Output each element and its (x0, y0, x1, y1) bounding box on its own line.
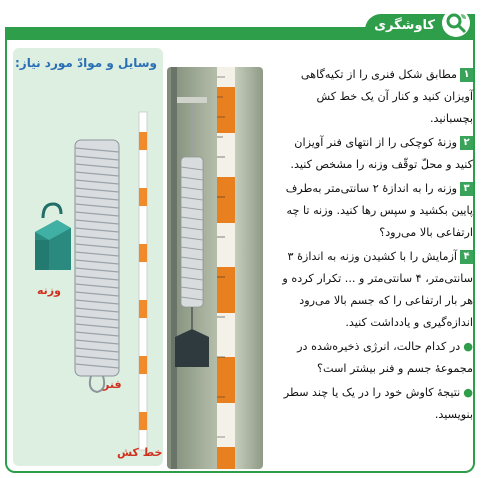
step-text: مطابق شکل فنری را از تکیه‌گاهی آویزان کنید و کنار آن یک خط کش بچسبانید. (300, 68, 473, 125)
step-text: آزمایش را با کشیدن وزنه به اندازهٔ ۳ سانتی‌متر، ۴ سانتی‌متر و ... تکرار کرده و هر بار ارتفاعی را که جسم بالا می‌رود اندازه‌گیری و یادداشت کنید. (282, 250, 473, 329)
activity-card (5, 4, 475, 474)
step-number: ۳ (460, 182, 473, 196)
bullet-icon: ● (463, 340, 473, 353)
step-text: وزنه را به اندازهٔ ۲ سانتی‌متر به‌طرف پایین بکشید و سپس رها کنید. وزنه تا چه ارتفاعی بالا می‌رود؟ (285, 182, 473, 239)
step-number: ۲ (460, 136, 473, 150)
header-title: کاوشگری (374, 18, 435, 33)
question-text: نتیجهٔ کاوش خود را در یک یا چند سطر بنویسید. (283, 386, 473, 421)
step-text: وزنهٔ کوچکی را از انتهای فنر آویزان کنید و محلّ توقّف وزنه را مشخص کنید. (290, 136, 473, 171)
materials-title: وسایل و موادّ مورد نیاز: (14, 56, 157, 70)
ruler-label: خط کش (117, 446, 163, 459)
header-tab (365, 14, 475, 40)
question-text: در کدام حالت، انرژی ذخیره‌شده در مجموعهٔ جسم و فنر بیشتر است؟ (297, 340, 473, 375)
spring-icon (75, 140, 119, 392)
question-1 (273, 336, 473, 380)
magnifier-leaf-icon (441, 8, 471, 38)
spring-label: فنر (103, 378, 122, 391)
step-2 (273, 132, 473, 176)
step-number: ۴ (460, 250, 473, 264)
step-number: ۱ (460, 68, 473, 82)
step-4 (273, 246, 473, 334)
weight-label: وزنه (37, 284, 61, 297)
instructions (273, 64, 473, 428)
step-3 (273, 178, 473, 244)
step-1 (273, 64, 473, 130)
experiment-photo (167, 67, 263, 469)
materials-panel (13, 48, 163, 466)
ruler-icon (139, 112, 147, 450)
spring-setup-picture (167, 67, 263, 469)
bullet-icon: ● (463, 386, 473, 399)
materials-illustration (13, 48, 163, 466)
question-2 (273, 382, 473, 426)
weight-icon (35, 204, 71, 270)
